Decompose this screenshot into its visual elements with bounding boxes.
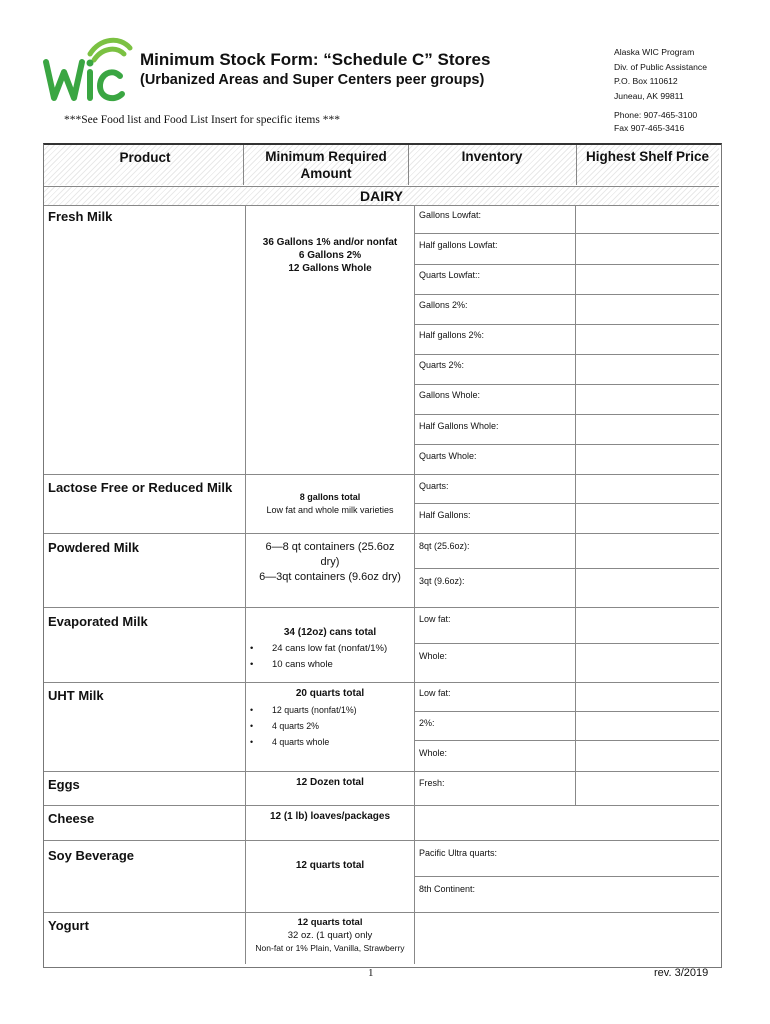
required-uht-title: 20 quarts total	[295, 688, 365, 699]
col-header-required: Minimum Required Amount	[265, 149, 387, 181]
required-evaporated-title: 34 (12oz) cans total	[283, 627, 377, 638]
inv-evaporated-whole: Whole:	[419, 651, 448, 661]
product-soy-beverage: Soy Beverage	[48, 848, 134, 863]
required-uht-list: • 12 quarts (nonfat/1%) • 4 quarts 2% • 4 quarts whole	[250, 705, 357, 747]
required-lactose-milk: 8 gallons total Low fat and whole milk varieties	[266, 492, 394, 515]
program-contact	[614, 109, 697, 135]
required-fresh-milk: 36 Gallons 1% and/or nonfat 6 Gallons 2% 12 Gallons Whole	[262, 237, 398, 274]
form-title: Minimum Stock Form: “Schedule C” Stores	[140, 50, 491, 69]
fax-number: Fax 907-465-3416	[614, 123, 685, 133]
required-powdered-milk: 6—8 qt containers (25.6oz dry) 6—3qt containers (9.6oz dry)	[259, 541, 401, 583]
inv-soy-8th-continent: 8th Continent:	[419, 884, 476, 894]
inv-lactose-half-gallons: Half Gallons:	[419, 510, 471, 520]
inv-half-gallons-2pct: Half gallons 2%:	[419, 330, 485, 340]
col-header-inventory: Inventory	[461, 149, 523, 164]
inv-uht-lowfat: Low fat:	[419, 688, 451, 698]
inv-half-gallons-lowfat: Half gallons Lowfat:	[419, 240, 498, 250]
product-uht-milk: UHT Milk	[48, 688, 104, 703]
product-yogurt: Yogurt	[48, 918, 89, 933]
inv-uht-2pct: 2%:	[419, 718, 435, 728]
inv-soy-pacific: Pacific Ultra quarts:	[419, 848, 498, 858]
product-evaporated-milk: Evaporated Milk	[48, 614, 148, 629]
inv-eggs-fresh: Fresh:	[419, 778, 445, 788]
inv-half-gallons-whole: Half Gallons Whole:	[419, 421, 499, 431]
required-yogurt: 12 quarts total 32 oz. (1 quart) only Non-fat or 1% Plain, Vanilla, Strawberry	[255, 917, 405, 953]
product-cheese: Cheese	[48, 811, 95, 826]
section-title-dairy: DAIRY	[359, 188, 404, 204]
inv-quarts-lowfat: Quarts Lowfat::	[419, 270, 481, 280]
inv-quarts-2pct: Quarts 2%:	[419, 360, 465, 370]
required-soy: 12 quarts total	[295, 860, 365, 871]
product-lactose-milk: Lactose Free or Reduced Milk	[48, 480, 233, 495]
inv-lactose-quarts: Quarts:	[419, 481, 449, 491]
phone-number: Phone: 907-465-3100	[614, 110, 698, 120]
inv-powdered-3qt: 3qt (9.6oz):	[419, 576, 465, 586]
product-powdered-milk: Powdered Milk	[48, 540, 140, 555]
inv-gallons-lowfat: Gallons Lowfat:	[419, 210, 482, 220]
product-fresh-milk: Fresh Milk	[48, 209, 113, 224]
inv-gallons-whole: Gallons Whole:	[419, 390, 481, 400]
wic-logo	[42, 32, 134, 106]
program-address: Alaska WIC Program Div. of Public Assistance P.O. Box 110612 Juneau, AK 99811	[614, 47, 707, 101]
inv-quarts-whole: Quarts Whole:	[419, 451, 477, 461]
inv-evaporated-lowfat: Low fat:	[419, 614, 451, 624]
product-eggs: Eggs	[48, 777, 80, 792]
inv-gallons-2pct: Gallons 2%:	[419, 300, 468, 310]
col-header-price: Highest Shelf Price	[585, 149, 710, 164]
required-eggs: 12 Dozen total	[296, 777, 364, 788]
food-list-note: ***See Food list and Food List Insert for specific items ***	[64, 114, 340, 126]
inv-uht-whole: Whole:	[419, 748, 448, 758]
col-header-product: Product	[119, 150, 171, 165]
inv-powdered-8qt: 8qt (25.6oz):	[419, 541, 470, 551]
page-number: 1	[368, 967, 374, 979]
required-cheese: 12 (1 lb) loaves/packages	[269, 811, 391, 822]
form-subtitle: (Urbanized Areas and Super Centers peer groups)	[140, 72, 485, 88]
required-evaporated-list: • 24 cans low fat (nonfat/1%) • 10 cans whole	[250, 643, 388, 670]
revision-date: rev. 3/2019	[654, 967, 709, 979]
